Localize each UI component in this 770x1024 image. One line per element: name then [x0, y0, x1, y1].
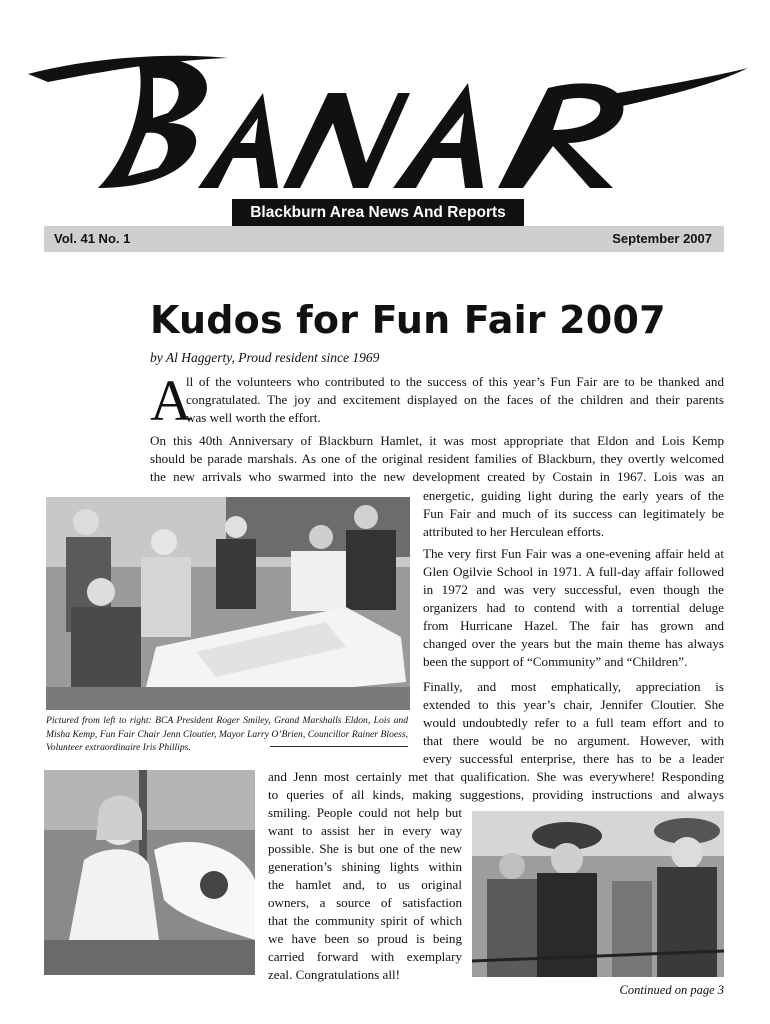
text-line: generation’s shining lights within — [268, 859, 462, 874]
paragraph-chair-wide — [268, 768, 724, 804]
text-line: The very first Fun Fair was a one-evening affair held at — [423, 546, 724, 561]
paragraph-chair-narrow — [268, 804, 462, 984]
text-line: owners, a source of satisfaction — [268, 895, 462, 910]
text-line: Glen Ogilvie School in 1971. A full-day affair followed — [423, 564, 724, 579]
text-line: extended to this year’s chair, Jennifer Cloutier. She — [423, 697, 724, 712]
photo-carousel-girl — [44, 770, 255, 975]
text-line: ll of the volunteers who contributed to the success of this year’s Fun Fair are to be thanked and — [186, 374, 724, 389]
photo-volunteers-hats — [472, 811, 724, 977]
paragraph-chair — [423, 678, 724, 768]
text-line: On this 40th Anniversary of Blackburn Hamlet, it was most appropriate that Eldon and Lois Kemp — [150, 433, 724, 448]
text-line: to queries of all kinds, making suggestions, providing instructions and always — [268, 787, 724, 802]
issue-date: September 2007 — [612, 231, 712, 246]
issue-bar — [44, 226, 724, 252]
text-line: changed over the years but the main theme has always — [423, 636, 724, 651]
text-line: been the support of “Community” and “Children”. — [423, 654, 688, 669]
masthead-logo — [28, 38, 748, 208]
photo-caption: Pictured from left to right: BCA President Roger Smiley, Grand Marshalls Eldon, Lois and Misha Kemp, Fun Fair Chair Jenn Cloutier, Mayor Larry O’Brien, Councillor Rainer Bloess, Volunteer extraordinaire Iris Phillips. — [46, 715, 408, 753]
article-byline: by Al Haggerty, Proud resident since 1969 — [150, 350, 380, 365]
text-line: congratulated. The joy and excitement displayed on the faces of the children and their parents — [186, 392, 724, 407]
banar-logo — [28, 38, 748, 208]
paragraph-intro — [186, 373, 724, 427]
photo-cake-group — [46, 497, 410, 710]
text-line: the new arrivals who swarmed into the new development created by Costain in 1967. Lois was an — [150, 469, 724, 484]
text-line: would undoubtedly refer to a full team effort and to — [423, 715, 724, 730]
text-line: smiling. People could not help but — [268, 805, 462, 820]
text-line: carried forward with exemplary — [268, 949, 462, 964]
caption-rule — [270, 746, 408, 747]
masthead-subtitle: Blackburn Area News And Reports — [232, 199, 524, 226]
text-line: we have been so proud is being — [268, 931, 462, 946]
text-line: that the community spirit of which — [268, 913, 462, 928]
text-line: was well worth the effort. — [186, 410, 321, 425]
text-line: energetic, guiding light during the early years of the — [423, 488, 724, 503]
text-line: should be parade marshals. As one of the original resident families of Blackburn, they overtly welcomed — [150, 451, 724, 466]
text-line: that there would be no argument. However, with — [423, 733, 724, 748]
article-headline: Kudos for Fun Fair 2007 — [150, 298, 666, 342]
text-line: and Jenn most certainly met that qualification. She was everywhere! Responding — [268, 769, 724, 784]
text-line: zeal. Congratulations all! — [268, 967, 400, 982]
text-line: in 1972 and was very successful, even though the — [423, 582, 724, 597]
text-line: organizers had to contend with a torrential deluge — [423, 600, 724, 615]
text-line: from Hurricane Hazel. The fair has grown and — [423, 618, 724, 633]
text-line: Fun Fair and much of its success can legitimately be — [423, 506, 724, 521]
text-line: the hamlet and, to us original — [268, 877, 462, 892]
paragraph-kemp-cont — [423, 487, 724, 541]
continued-note: Continued on page 3 — [619, 983, 724, 997]
text-line: attributed to her Herculean efforts. — [423, 524, 605, 539]
paragraph-kemp — [150, 432, 724, 486]
paragraph-history — [423, 545, 724, 671]
text-line: possible. She is but one of the new — [268, 841, 462, 856]
text-line: want to assist her in every way — [268, 823, 462, 838]
issue-volume: Vol. 41 No. 1 — [54, 231, 131, 246]
text-line: every successful enterprise, there has to be a leader — [423, 751, 724, 766]
drop-cap: A — [150, 368, 192, 433]
text-line: Finally, and most emphatically, appreciation is — [423, 679, 724, 694]
